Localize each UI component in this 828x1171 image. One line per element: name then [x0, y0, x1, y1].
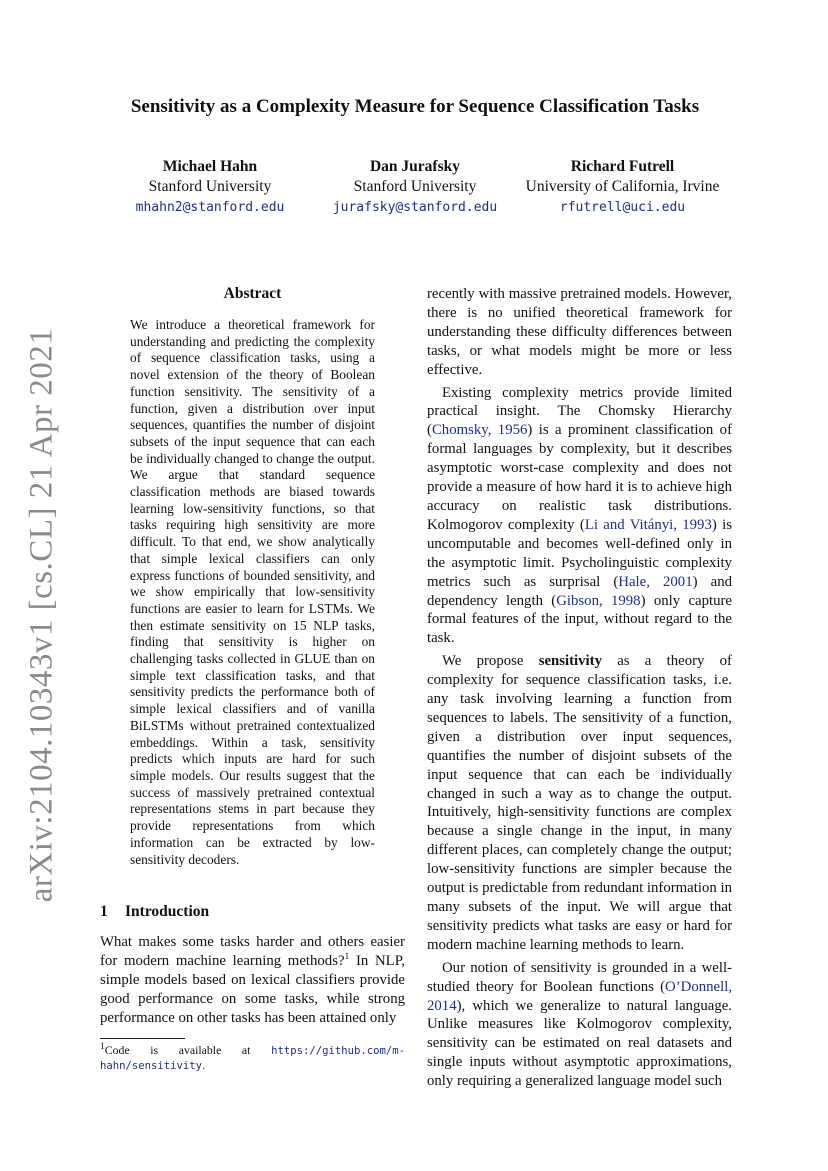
footnote-divider — [100, 1038, 185, 1039]
author-name: Michael Hahn — [162, 158, 258, 175]
abstract-heading: Abstract — [223, 285, 282, 302]
citation-link[interactable]: Chomsky, 1956 — [431, 422, 528, 439]
key-term: sensitivity — [538, 653, 602, 670]
author-affiliation: Stanford University — [353, 178, 477, 195]
section-title: Introduction — [125, 903, 210, 921]
section-heading-introduction — [100, 903, 405, 921]
author-block — [100, 157, 732, 217]
code-link[interactable]: https://github.com/m-hahn/sensitivity — [100, 1044, 405, 1073]
author-affiliation: University of California, Irvine — [525, 178, 720, 195]
author-email[interactable]: rfutrell@uci.edu — [559, 200, 686, 215]
author-futrell — [510, 157, 735, 218]
body-paragraph: Our notion of sensitivity is grounded in a well-studied theory for Boolean functions (O’Donnell, 2014), which we generalize to natural language. Unlike measures like Kolmogorov complexity, sensitivity can be estimated on real datasets and single inputs without asymptotic approximations, only requiring a generalized language model such — [427, 959, 732, 1090]
paper-title: Sensitivity as a Complexity Measure for Sequence Classification Tasks — [130, 96, 700, 117]
author-name: Dan Jurafsky — [369, 158, 460, 175]
author-email[interactable]: jurafsky@stanford.edu — [332, 200, 498, 215]
author-hahn — [100, 157, 320, 218]
author-affiliation: Stanford University — [148, 178, 272, 195]
citation-link[interactable]: Gibson, 1998 — [556, 592, 641, 609]
citation-link[interactable]: Li and Vitányi, 1993 — [584, 516, 712, 533]
intro-paragraph: What makes some tasks harder and others easier for modern machine learning methods?$^1$ In NLP, simple models based on lexical classifiers provide good performance on some tasks, while strong performance on other tasks has been attained only — [100, 934, 405, 1026]
author-email[interactable]: mhahn2@stanford.edu — [135, 200, 285, 215]
citation-link[interactable]: O’Donnell, 2014 — [427, 978, 732, 1014]
abstract-text: We introduce a theoretical framework for understanding and predicting the complexity of sequence classification tasks, using a novel extension of the theory of Boolean function sensitivity. The sensitivity of a function, given a distribution over input sequences, quantifies the number of disjoint subsets of the input sequence that can each be individually changed to change the output. We argue that standard sequence classification methods are biased towards learning low-sensitivity functions, so that tasks requiring high sensitivity are more difficult. To that end, we show analytically that simple lexical classifiers can only express functions of bounded sensitivity, and we show empirically that low-sensitivity functions are easier to learn for LSTMs. We then estimate sensitivity on 15 NLP tasks, finding that sensitivity is higher on challenging tasks collected in GLUE than on simple text classification tasks, and that sensitivity predicts the performance both of simple lexical classifiers and of vanilla BiLSTMs without pretrained contextualized embeddings. Within a task, sensitivity predicts which inputs are hard for such simple models. Our results suggest that the success of massively pretrained contextual representations stems in part because they provide representations from which information can be extracted by low-sensitivity decoders. — [130, 317, 375, 867]
body-paragraph: recently with massive pretrained models. However, there is no unified theoretical framework for understanding these difficulty differences between tasks, or what models might be more or less effective. — [427, 286, 732, 378]
body-paragraph: Existing complexity metrics provide limited practical insight. The Chomsky Hierarchy (Chomsky, 1956) is a prominent classification of formal languages by complexity, but it describes asymptotic worst-case complexity and does not provide a measure of how hard it is to achieve high accuracy on realistic task distributions. Kolmogorov complexity (Li and Vitányi, 1993) is uncomputable and becomes well-defined only in the asymptotic limit. Psycholinguistic complexity metrics such as surprisal (Hale, 2001) and dependency length (Gibson, 1998) only capture formal features of the input, without regard to the task. — [427, 384, 733, 647]
arxiv-identifier-stamp: arXiv:2104.10343v1 [cs.CL] 21 Apr 2021 — [23, 327, 60, 903]
right-column — [427, 285, 732, 1091]
section-number: 1 — [100, 903, 108, 921]
citation-link[interactable]: Hale, 2001 — [618, 573, 693, 590]
footnote: $^1$Code is available at https://github.com/m-hahn/sensitivity. — [100, 1041, 405, 1073]
footnote-marker[interactable]: 1 — [344, 952, 350, 963]
body-paragraph: We propose sensitivity as a theory of complexity for sequence classification tasks, i.e. any task involving learning a function from sequences to labels. The sensitivity of a function, given a distribution over input sequences, quantifies the number of disjoint subsets of the input sequence that can each be individually changed in such a way as to change the output. Intuitively, high-sensitivity functions are complex because a single change in the input, in many different places, can completely change the output; low-sensitivity functions are simpler because the output is predictable from redundant information in many subsets of the input. We will argue that sensitivity predicts what tasks are easy or hard for modern machine learning methods to learn. — [427, 653, 732, 953]
author-jurafsky — [315, 157, 515, 218]
footnote-number: 1 — [100, 1041, 105, 1052]
author-name: Richard Futrell — [570, 158, 675, 175]
left-column — [100, 285, 405, 1074]
